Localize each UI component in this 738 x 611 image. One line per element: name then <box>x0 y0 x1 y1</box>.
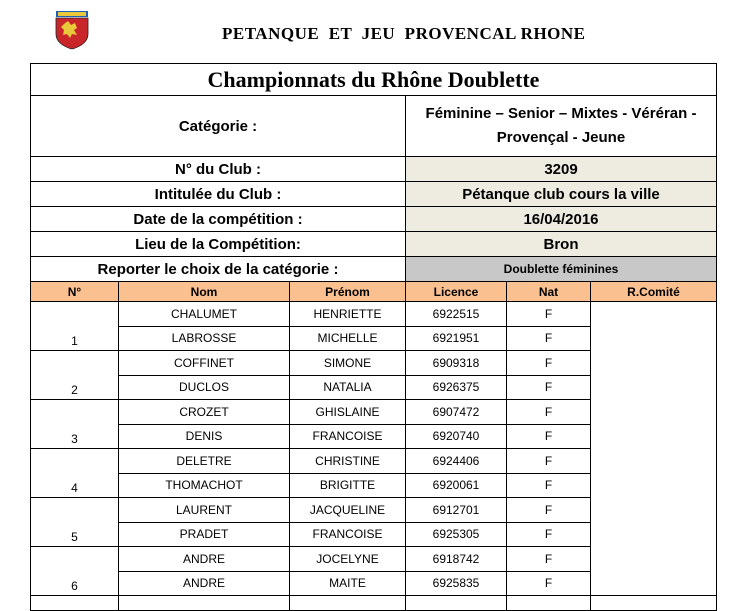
player-nat: F <box>507 473 591 498</box>
column-header-licence: Licence <box>406 282 507 302</box>
player-nat: F <box>507 571 591 596</box>
team-number: 4 <box>31 449 119 498</box>
player-nom: DELETRE <box>119 449 290 474</box>
player-licence: 6921951 <box>406 326 507 351</box>
form-title: Championnats du Rhône Doublette <box>31 64 717 96</box>
table-row-empty <box>31 596 717 611</box>
column-header-num: N° <box>31 282 119 302</box>
player-nat: F <box>507 547 591 572</box>
coat-of-arms-logo <box>52 10 92 50</box>
player-licence: 6918742 <box>406 547 507 572</box>
team-number: 2 <box>31 351 119 400</box>
column-header-prenom: Prénom <box>290 282 406 302</box>
player-nat: F <box>507 522 591 547</box>
player-licence: 6924406 <box>406 449 507 474</box>
category-value: Féminine – Senior – Mixtes - Véréran - Provençal - Jeune <box>406 96 717 157</box>
club-name-label: Intitulée du Club : <box>31 182 406 207</box>
player-nom: THOMACHOT <box>119 473 290 498</box>
player-nom: ANDRE <box>119 547 290 572</box>
player-licence: 6925835 <box>406 571 507 596</box>
club-name-value: Pétanque club cours la ville <box>406 182 717 207</box>
table-row <box>31 302 717 327</box>
empty-cell <box>31 596 119 611</box>
empty-cell <box>119 596 290 611</box>
category-label: Catégorie : <box>31 96 406 157</box>
player-nom: LAURENT <box>119 498 290 523</box>
player-licence: 6920740 <box>406 424 507 449</box>
team-number: 6 <box>31 547 119 596</box>
player-nat: F <box>507 424 591 449</box>
player-prenom: NATALIA <box>290 375 406 400</box>
registration-table <box>30 63 717 611</box>
player-nom: LABROSSE <box>119 326 290 351</box>
player-licence: 6909318 <box>406 351 507 376</box>
player-nom: COFFINET <box>119 351 290 376</box>
competition-date-value: 16/04/2016 <box>406 207 717 232</box>
player-nom: DUCLOS <box>119 375 290 400</box>
player-prenom: SIMONE <box>290 351 406 376</box>
player-prenom: BRIGITTE <box>290 473 406 498</box>
player-nat: F <box>507 375 591 400</box>
player-licence: 6920061 <box>406 473 507 498</box>
player-licence: 6926375 <box>406 375 507 400</box>
category-choice-value: Doublette féminines <box>406 257 717 282</box>
player-nom: ANDRE <box>119 571 290 596</box>
player-nat: F <box>507 498 591 523</box>
player-nat: F <box>507 351 591 376</box>
empty-cell <box>507 596 591 611</box>
player-licence: 6912701 <box>406 498 507 523</box>
empty-cell <box>406 596 507 611</box>
competition-place-label: Lieu de la Compétition: <box>31 232 406 257</box>
player-prenom: CHRISTINE <box>290 449 406 474</box>
column-header-nom: Nom <box>119 282 290 302</box>
club-number-label: N° du Club : <box>31 157 406 182</box>
player-nat: F <box>507 449 591 474</box>
category-choice-label: Reporter le choix de la catégorie : <box>31 257 406 282</box>
player-nat: F <box>507 400 591 425</box>
player-nom: CROZET <box>119 400 290 425</box>
club-number-value: 3209 <box>406 157 717 182</box>
player-nat: F <box>507 326 591 351</box>
column-header-nat: Nat <box>507 282 591 302</box>
player-prenom: HENRIETTE <box>290 302 406 327</box>
player-nom: PRADET <box>119 522 290 547</box>
organization-title: PETANQUE ET JEU PROVENCAL RHONE <box>222 24 586 43</box>
rcomite-cell <box>591 302 717 596</box>
player-prenom: JOCELYNE <box>290 547 406 572</box>
team-number: 5 <box>31 498 119 547</box>
player-prenom: FRANCOISE <box>290 522 406 547</box>
empty-cell <box>591 596 717 611</box>
player-prenom: GHISLAINE <box>290 400 406 425</box>
player-prenom: MICHELLE <box>290 326 406 351</box>
column-header-rcomite: R.Comité <box>591 282 717 302</box>
column-header-row <box>31 282 717 302</box>
player-prenom: FRANCOISE <box>290 424 406 449</box>
player-prenom: JACQUELINE <box>290 498 406 523</box>
player-nom: CHALUMET <box>119 302 290 327</box>
player-licence: 6907472 <box>406 400 507 425</box>
team-number: 1 <box>31 302 119 351</box>
player-prenom: MAITE <box>290 571 406 596</box>
competition-date-label: Date de la compétition : <box>31 207 406 232</box>
competition-place-value: Bron <box>406 232 717 257</box>
player-licence: 6922515 <box>406 302 507 327</box>
team-number: 3 <box>31 400 119 449</box>
player-nom: DENIS <box>119 424 290 449</box>
player-nat: F <box>507 302 591 327</box>
player-licence: 6925305 <box>406 522 507 547</box>
empty-cell <box>290 596 406 611</box>
